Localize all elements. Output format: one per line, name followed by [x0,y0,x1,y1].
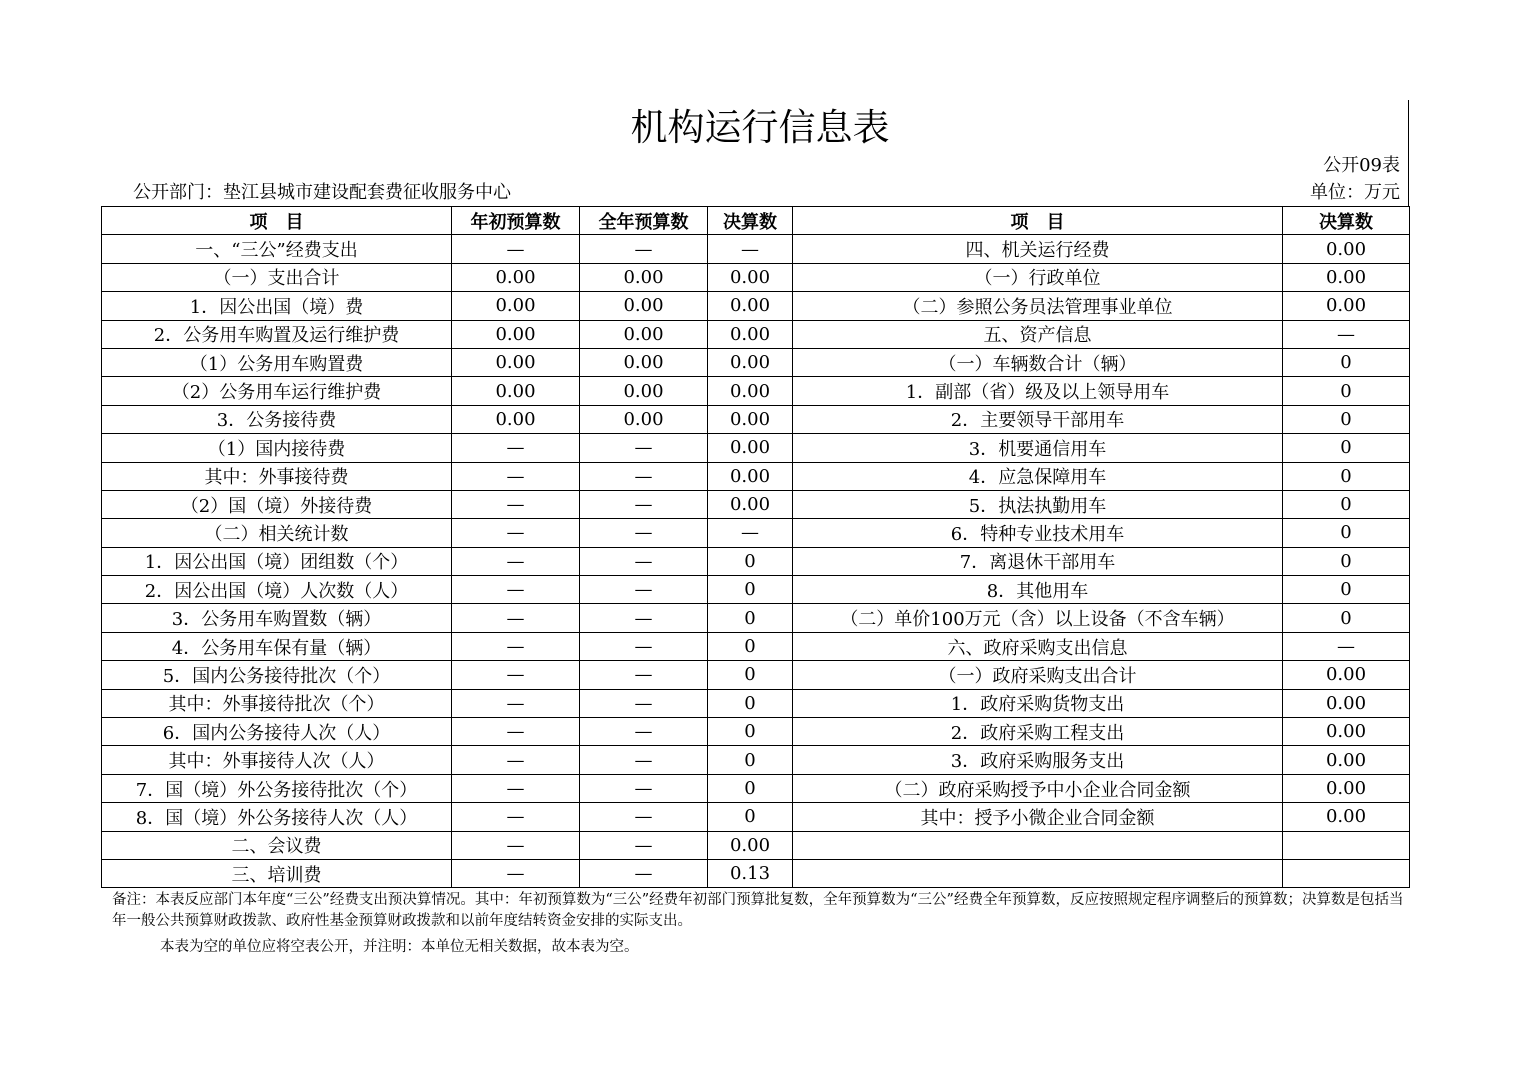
table-cell: — [452,689,580,717]
table-cell: 8．国（境）外公务接待人次（人） [102,803,452,831]
table-cell: （一）车辆数合计（辆） [793,348,1283,376]
table-cell: 0 [1283,604,1410,632]
table-cell: — [580,803,708,831]
table-cell: 0 [708,746,793,774]
form-number: 公开09表 [1323,155,1400,176]
table-cell: （二）单价100万元（含）以上设备（不含车辆） [793,604,1283,632]
table-cell: 6．国内公务接待人次（人） [102,718,452,746]
table-cell: — [580,434,708,462]
table-cell: 0 [708,774,793,802]
table-cell: 四、机关运行经费 [793,235,1283,263]
table-cell: 其中：授予小微企业合同金额 [793,803,1283,831]
table-cell: — [452,462,580,490]
table-cell: 2．因公出国（境）人次数（人） [102,576,452,604]
table-cell: — [452,859,580,887]
table-cell: 二、会议费 [102,831,452,859]
table-cell: 其中：外事接待人次（人） [102,746,452,774]
table-cell: — [708,235,793,263]
table-row [102,689,1410,717]
table-cell: （2）国（境）外接待费 [102,490,452,518]
border-line [1408,100,1409,206]
remark-note: 备注：本表反应部门本年度“三公”经费支出预决算情况。其中：年初预算数为“三公”经费年初部门预算批复数，全年预算数为“三公”经费全年预算数，反应按照规定程序调整后的预算数；决算数是包括当年一般公共预算财政拨款、政府性基金预算财政拨款和以前年度结转资金安排的实际支出。 [112,892,1404,929]
table-cell: 0 [1283,490,1410,518]
table-cell: 0.00 [580,405,708,433]
table-cell: — [452,235,580,263]
table-cell: 2．政府采购工程支出 [793,718,1283,746]
table-cell: （2）公务用车运行维护费 [102,377,452,405]
table-cell: 0.00 [452,377,580,405]
table-cell: — [580,831,708,859]
table-row [102,490,1410,518]
table-cell: 5．国内公务接待批次（个） [102,661,452,689]
table-cell: 1．副部（省）级及以上领导用车 [793,377,1283,405]
table-cell: — [580,689,708,717]
info-table [101,206,1410,888]
table-cell: 0.00 [708,263,793,291]
table-cell: — [580,547,708,575]
table-cell: 0 [1283,434,1410,462]
table-row [102,434,1410,462]
table-cell: 6．特种专业技术用车 [793,519,1283,547]
table-cell: 0 [708,803,793,831]
table-cell: 0 [1283,547,1410,575]
table-cell: — [452,490,580,518]
table-row [102,263,1410,291]
table-cell: — [580,235,708,263]
table-cell: 5．执法执勤用车 [793,490,1283,518]
table-cell: — [580,632,708,660]
table-row [102,632,1410,660]
table-cell: 0.00 [452,405,580,433]
table-cell: 0 [708,632,793,660]
table-cell: 五、资产信息 [793,320,1283,348]
table-cell: 1．因公出国（境）团组数（个） [102,547,452,575]
table-row [102,462,1410,490]
table-cell: — [452,746,580,774]
table-cell: 0 [708,689,793,717]
col-header-full-year-budget: 全年预算数 [580,207,708,235]
table-cell: 0 [1283,462,1410,490]
table-cell: 2．公务用车购置及运行维护费 [102,320,452,348]
table-cell: — [452,519,580,547]
col-header-final-account-right: 决算数 [1283,207,1410,235]
table-cell: — [580,774,708,802]
table-cell: 8．其他用车 [793,576,1283,604]
table-cell: — [580,859,708,887]
table-cell: 0.13 [708,859,793,887]
table-cell: 0.00 [580,348,708,376]
table-cell: 0 [708,718,793,746]
table-cell: 0.00 [1283,292,1410,320]
table-cell: — [580,718,708,746]
table-cell: 0.00 [708,292,793,320]
table-cell: — [580,661,708,689]
table-cell: 0 [708,576,793,604]
table-cell: 3．机要通信用车 [793,434,1283,462]
table-cell: — [452,604,580,632]
table-cell: 0.00 [708,831,793,859]
table-cell: 0.00 [1283,263,1410,291]
table-cell: 0.00 [452,320,580,348]
table-cell [793,859,1283,887]
table-cell: （二）相关统计数 [102,519,452,547]
table-cell: 0.00 [1283,689,1410,717]
table-cell: 0.00 [708,490,793,518]
table-row [102,859,1410,887]
table-cell: — [452,632,580,660]
table-cell: 0 [708,661,793,689]
table-cell: 0.00 [708,377,793,405]
table-cell: 0.00 [452,292,580,320]
table-cell: 0.00 [580,263,708,291]
table-cell: — [452,774,580,802]
table-cell: 0.00 [708,405,793,433]
col-header-final-account: 决算数 [708,207,793,235]
table-cell: — [452,718,580,746]
table-row [102,746,1410,774]
table-cell: 3．公务接待费 [102,405,452,433]
table-row [102,718,1410,746]
table-cell: 0 [1283,576,1410,604]
table-cell: — [580,490,708,518]
table-cell: — [580,746,708,774]
table-row [102,519,1410,547]
table-cell: 0.00 [580,377,708,405]
table-cell [793,831,1283,859]
col-header-item: 项 目 [102,207,452,235]
table-cell: 1．因公出国（境）费 [102,292,452,320]
table-row [102,292,1410,320]
table-row [102,547,1410,575]
table-cell: 1．政府采购货物支出 [793,689,1283,717]
table-cell: 0.00 [708,434,793,462]
table-cell: — [452,576,580,604]
table-row [102,604,1410,632]
table-cell: — [452,434,580,462]
table-cell: 其中：外事接待费 [102,462,452,490]
table-cell: （一）政府采购支出合计 [793,661,1283,689]
table-cell: 六、政府采购支出信息 [793,632,1283,660]
table-cell: — [580,462,708,490]
table-cell: （二）参照公务员法管理事业单位 [793,292,1283,320]
table-cell: 3．公务用车购置数（辆） [102,604,452,632]
table-cell: 0.00 [452,348,580,376]
page-title: 机构运行信息表 [630,106,890,149]
table-cell: 0 [708,547,793,575]
table-header-row [102,207,1410,235]
table-cell: 4．应急保障用车 [793,462,1283,490]
table-cell: 2．主要领导干部用车 [793,405,1283,433]
table-cell: 其中：外事接待批次（个） [102,689,452,717]
table-cell: （一）行政单位 [793,263,1283,291]
table-cell: 0 [1283,405,1410,433]
table-cell: 0 [1283,519,1410,547]
table-row [102,661,1410,689]
table-cell [1283,859,1410,887]
table-cell: 0 [1283,377,1410,405]
table-row [102,235,1410,263]
table-cell: 7．离退休干部用车 [793,547,1283,575]
col-header-item-right: 项 目 [793,207,1283,235]
table-cell: — [580,576,708,604]
table-cell: — [580,519,708,547]
table-cell: 0.00 [580,320,708,348]
table-cell: 0.00 [452,263,580,291]
table-cell: 7．国（境）外公务接待批次（个） [102,774,452,802]
table-cell: — [580,604,708,632]
table-cell: 一、“三公”经费支出 [102,235,452,263]
table-cell: （二）政府采购授予中小企业合同金额 [793,774,1283,802]
table-cell: 0.00 [708,348,793,376]
table-cell: 0.00 [580,292,708,320]
table-cell: — [452,831,580,859]
table-cell: 0.00 [1283,235,1410,263]
table-cell [1283,831,1410,859]
col-header-initial-budget: 年初预算数 [452,207,580,235]
table-cell: — [708,519,793,547]
table-row [102,774,1410,802]
unit-label: 单位：万元 [1310,182,1400,203]
table-cell: （1）公务用车购置费 [102,348,452,376]
table-cell: 0 [1283,348,1410,376]
table-cell: — [1283,632,1410,660]
table-cell: （一）支出合计 [102,263,452,291]
table-cell: — [452,661,580,689]
table-row [102,348,1410,376]
table-cell: 4．公务用车保有量（辆） [102,632,452,660]
table-cell: 0.00 [708,462,793,490]
table-cell: 3．政府采购服务支出 [793,746,1283,774]
table-row [102,831,1410,859]
table-cell: 0 [708,604,793,632]
table-row [102,320,1410,348]
table-cell: 0.00 [1283,746,1410,774]
table-row [102,377,1410,405]
table-row [102,803,1410,831]
table-cell: 0.00 [1283,803,1410,831]
empty-table-note: 本表为空的单位应将空表公开，并注明：本单位无相关数据，故本表为空。 [160,939,639,955]
table-cell: 三、培训费 [102,859,452,887]
department-label: 公开部门：垫江县城市建设配套费征收服务中心 [133,182,511,203]
table-cell: 0.00 [1283,718,1410,746]
table-row [102,576,1410,604]
table-cell: 0.00 [1283,774,1410,802]
table-cell: （1）国内接待费 [102,434,452,462]
table-cell: 0.00 [708,320,793,348]
table-row [102,405,1410,433]
table-cell: — [1283,320,1410,348]
table-cell: — [452,803,580,831]
table-cell: — [452,547,580,575]
table-cell: 0.00 [1283,661,1410,689]
